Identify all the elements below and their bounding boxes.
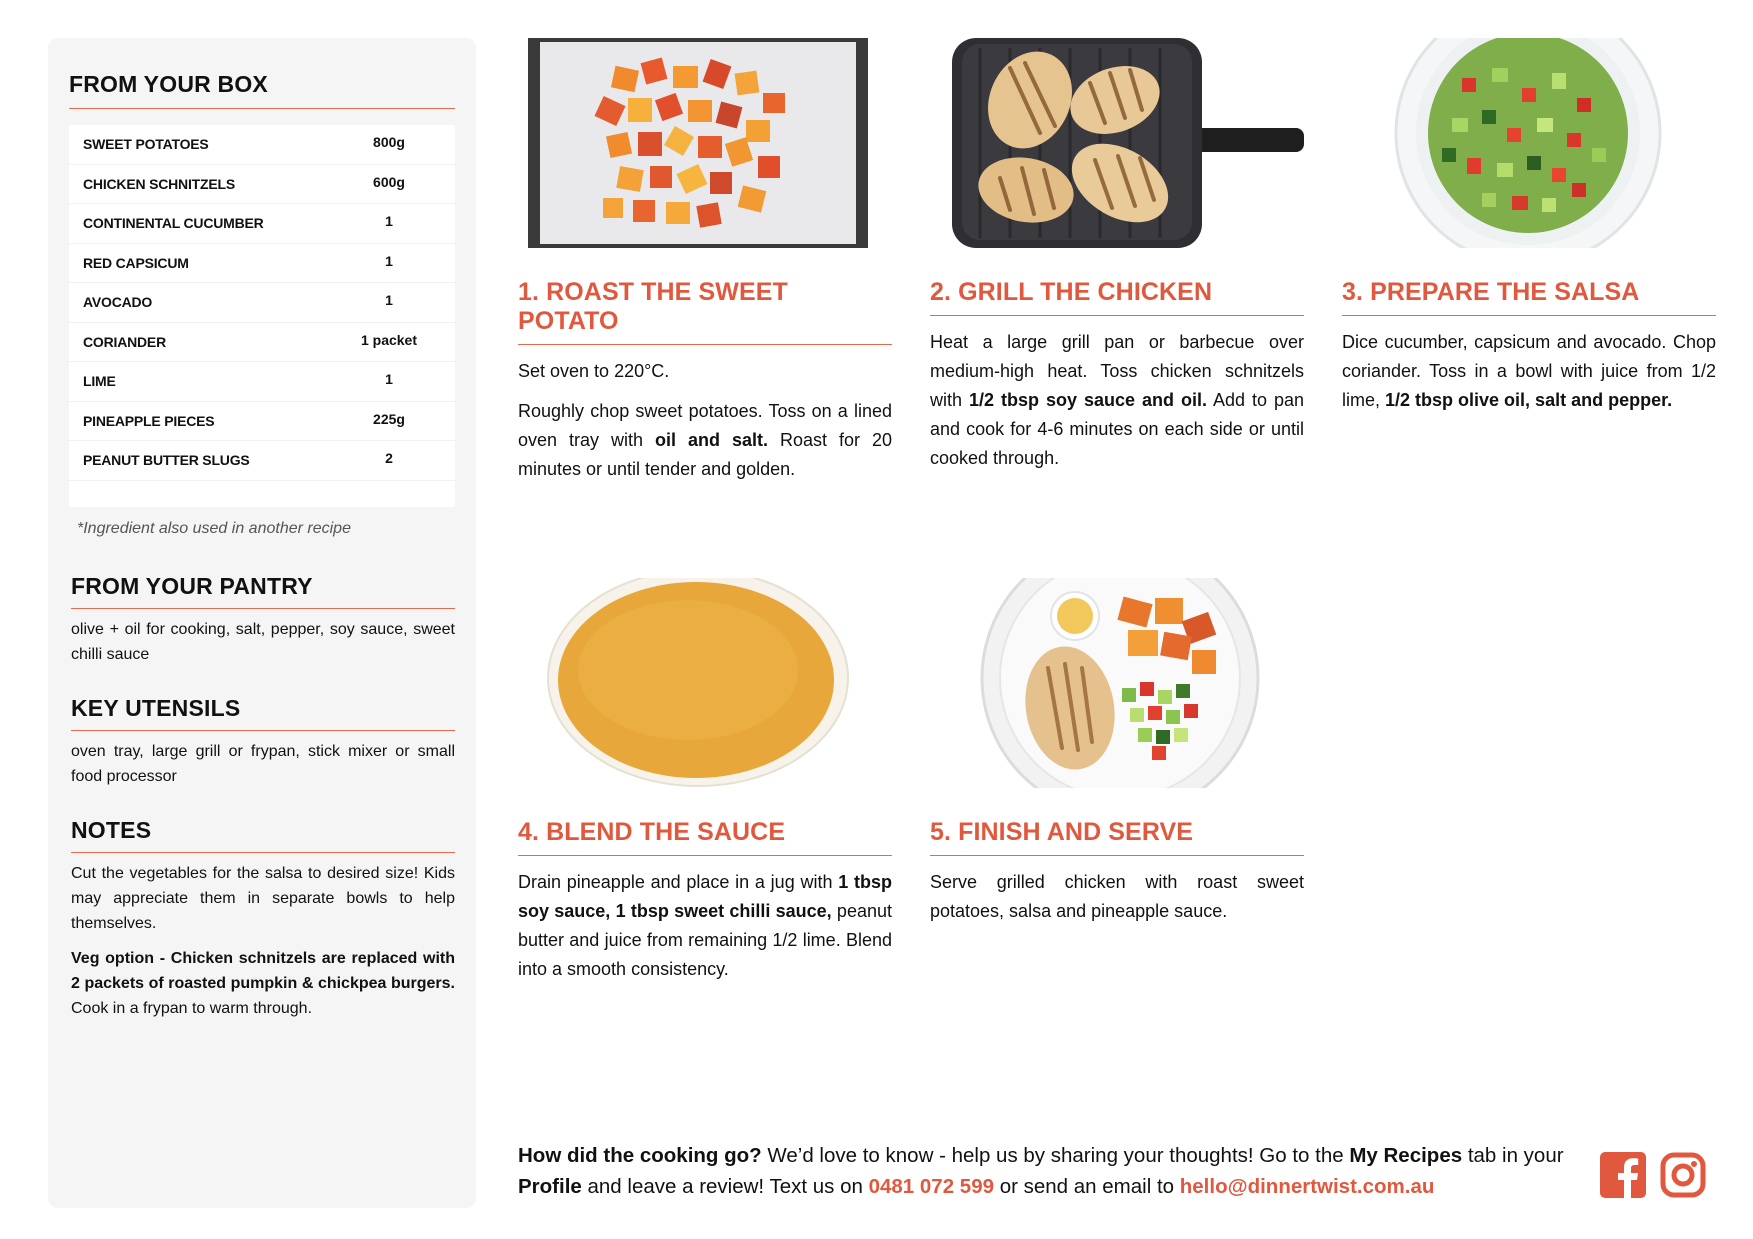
ingredient-qty: 1 [385, 292, 393, 308]
notes-heading: NOTES [71, 817, 455, 853]
pantry-heading: FROM YOUR PANTRY [71, 573, 455, 609]
email-link[interactable]: hello@dinnertwist.com.au [1179, 1175, 1435, 1198]
step-3-text-bold: 1/2 tbsp olive oil, salt and pepper. [1385, 390, 1673, 410]
step-1 [518, 38, 892, 495]
ingredient-name: PEANUT BUTTER SLUGS [83, 452, 250, 468]
footer-text: or send an email to [994, 1175, 1180, 1198]
step-5 [930, 578, 1304, 937]
step-4-title: 4. BLEND THE SAUCE [518, 818, 892, 856]
profile-label: Profile [518, 1175, 582, 1198]
step-3-body [1342, 328, 1716, 415]
step-4-text-a: Drain pineapple and place in a jug with [518, 872, 839, 892]
step-3-text-a: Dice cucumber, capsicum and avocado. Chop coriander. Toss in a bowl with juice from 1/2 lime, [1342, 332, 1716, 410]
feedback-footer [518, 1140, 1578, 1202]
step-2-text-bold: 1/2 tbsp soy sauce and oil. [969, 390, 1207, 410]
pineapple-sauce-image [518, 578, 892, 788]
pantry-text: olive + oil for cooking, salt, pepper, soy sauce, sweet chilli sauce [71, 621, 455, 663]
from-box-heading: FROM YOUR BOX [69, 71, 455, 109]
step-2-text [930, 328, 1304, 473]
ingredient-name: LIME [83, 373, 116, 389]
ingredient-qty: 225g [373, 410, 405, 427]
utensils-text: oven tray, large grill or frypan, stick mixer or small food processor [71, 743, 455, 785]
ingredient-qty: 1 packet [360, 331, 418, 348]
step-4-text [518, 868, 892, 984]
my-recipes-label: My Recipes [1349, 1144, 1463, 1167]
step-3-text [1342, 328, 1716, 415]
ingredient-qty: 800g [373, 134, 405, 150]
notes-veg-option [71, 946, 455, 1021]
step-1-text-bold: oil and salt. [655, 430, 768, 450]
step-1-text-c: Roast for 20 minutes or until tender and golden. [518, 430, 892, 479]
footer-text: tab in your [1462, 1144, 1564, 1167]
facebook-icon[interactable] [1600, 1152, 1646, 1198]
footer-text: We’d love to know - help us by sharing your thoughts! Go to the [761, 1144, 1350, 1167]
step-5-text: Serve grilled chicken with roast sweet potatoes, salsa and pineapple sauce. [930, 872, 1304, 921]
footer-text: and leave a review! Text us on [581, 1175, 869, 1198]
plated-meal-image [930, 578, 1304, 788]
step-5-title: 5. FINISH AND SERVE [930, 818, 1304, 856]
roasted-sweet-potato-image [518, 38, 892, 248]
notes-section [71, 817, 455, 1031]
instagram-icon[interactable] [1660, 1152, 1706, 1198]
step-4-text-bold: 1 tbsp soy sauce, 1 tbsp sweet chilli sauce, [518, 872, 892, 921]
step-2-text-a: Heat a large grill pan or barbecue over medium-high heat. Toss chicken schnitzels with [930, 332, 1304, 410]
ingredient-qty: 1 [385, 371, 393, 387]
ingredient-row [69, 402, 455, 442]
ingredient-qty: 1 [385, 213, 393, 229]
ingredient-row [69, 441, 455, 481]
step-5-body [930, 868, 1304, 926]
step-3-title: 3. PREPARE THE SALSA [1342, 278, 1716, 316]
veg-option-rest: Cook in a frypan to warm through. [71, 1000, 313, 1017]
ingredient-name: SWEET POTATOES [83, 136, 209, 152]
feedback-question: How did the cooking go? [518, 1144, 762, 1167]
ingredient-row [69, 362, 455, 402]
ingredient-row [69, 204, 455, 244]
ingredient-row [69, 323, 455, 363]
ingredient-qty: 2 [385, 450, 393, 466]
step-1-text: Set oven to 220°C. [518, 361, 670, 381]
step-1-title: 1. ROAST THE SWEET POTATO [518, 278, 892, 345]
utensils-heading: KEY UTENSILS [71, 695, 455, 731]
ingredient-row [69, 283, 455, 323]
ingredient-row [69, 165, 455, 205]
veg-option-bold: Veg option - Chicken schnitzels are replaced with 2 packets of roasted pumpkin & chickpea burgers. [71, 950, 455, 992]
ingredient-name: RED CAPSICUM [83, 254, 189, 271]
ingredient-name: AVOCADO [83, 294, 153, 310]
step-1-text-a: Roughly chop sweet potatoes. Toss on a lined oven tray with [518, 401, 892, 450]
step-3 [1342, 38, 1716, 426]
step-2-title: 2. GRILL THE CHICKEN [930, 278, 1304, 316]
pantry-section [71, 573, 455, 667]
utensils-section [71, 695, 455, 789]
ingredients-sidebar [48, 38, 476, 1208]
ingredient-name: CHICKEN SCHNITZELS [83, 175, 235, 192]
step-1-text [518, 397, 892, 484]
ingredient-name: CONTINENTAL CUCUMBER [83, 215, 264, 231]
step-4-text-c: peanut butter and juice from remaining 1/2 lime. Blend into a smooth consistency. [518, 901, 892, 979]
ingredient-table [69, 125, 455, 507]
notes-paragraph: Cut the vegetables for the salsa to desired size! Kids may appreciate them in separate bowls to help themselves. [71, 865, 455, 932]
salsa-bowl-image [1342, 38, 1716, 248]
step-1-body [518, 357, 892, 484]
ingredient-qty: 600g [373, 173, 405, 190]
phone-link[interactable]: 0481 072 599 [868, 1175, 994, 1198]
step-2 [930, 38, 1304, 484]
ingredient-qty: 1 [385, 252, 393, 269]
ingredient-name: PINEAPPLE PIECES [83, 412, 215, 429]
step-2-body [930, 328, 1304, 473]
ingredient-name: CORIANDER [83, 333, 166, 350]
ingredient-row [69, 125, 455, 165]
ingredient-footnote: *Ingredient also used in another recipe [77, 520, 351, 537]
step-4 [518, 578, 892, 995]
ingredient-row [69, 244, 455, 284]
chicken-grill-pan-image [930, 38, 1304, 248]
step-4-body [518, 868, 892, 984]
step-2-text-c: Add to pan and cook for 4-6 minutes on each side or until cooked through. [930, 390, 1305, 468]
notes-text [71, 861, 455, 1021]
